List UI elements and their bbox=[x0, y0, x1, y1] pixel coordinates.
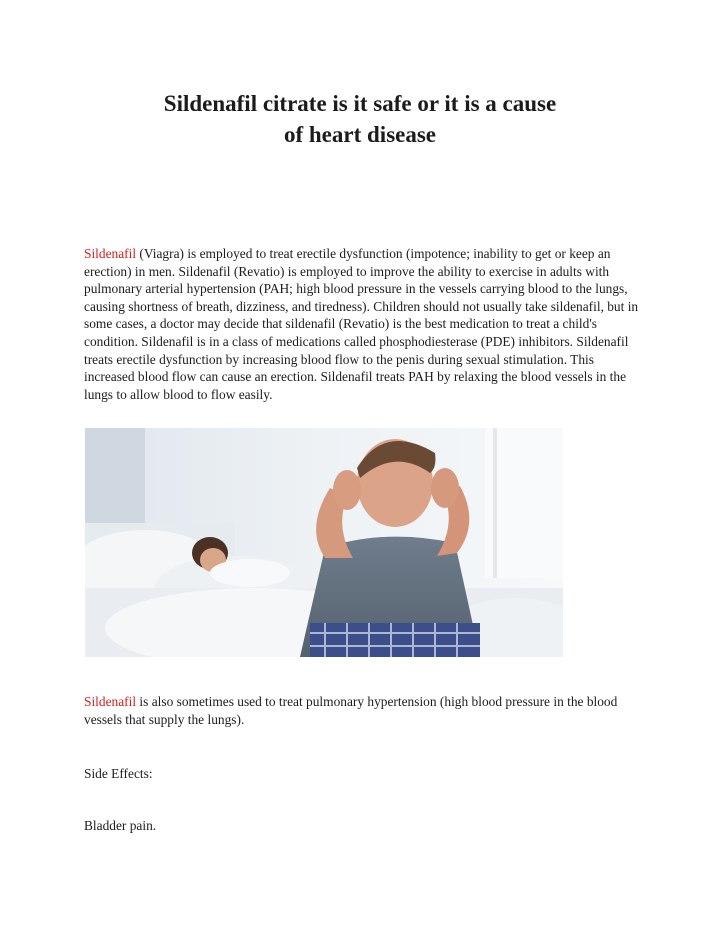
intro-paragraph-body: (Viagra) is employed to treat erectile dysfunction (impotence; inability to get or keep an erection) in men. Sildenafil (Revatio) is employed to improve the ability to exercise in adults with pulmonary arterial hypertension (PAH; high blood pressure in the vessels carrying blood to the lungs, causing shortness of breath, dizziness, and tiredness). Children should not usually take sildenafil, but in some cases, a doctor may decide that sildenafil (Revatio) is the best medication to treat a child's condition. Sildenafil is in a class of medications called phosphodiesterase (PDE) inhibitors. Sildenafil treats erectile dysfunction by increasing blood flow to the penis during sexual stimulation. This increased blood flow can cause an erection. Sildenafil treats PAH by relaxing the blood vessels in the lungs to allow blood to flow easily. bbox=[84, 246, 639, 402]
title-line-2: of heart disease bbox=[283, 122, 437, 147]
page-title bbox=[84, 88, 636, 150]
sildenafil-link-1[interactable]: Sildenafil bbox=[84, 246, 137, 261]
intro-paragraph bbox=[84, 245, 640, 403]
pulmonary-paragraph bbox=[84, 693, 640, 728]
side-effects-heading: Side Effects: bbox=[84, 766, 153, 781]
side-effect-item: Bladder pain. bbox=[84, 818, 157, 833]
title-line-1: Sildenafil citrate is it safe or it is a cause bbox=[163, 91, 557, 116]
article-photo bbox=[85, 428, 563, 657]
pulmonary-paragraph-body: is also sometimes used to treat pulmonary hypertension (high blood pressure in the blood vessels that supply the lungs). bbox=[84, 694, 618, 727]
sildenafil-link-2[interactable]: Sildenafil bbox=[84, 694, 137, 709]
